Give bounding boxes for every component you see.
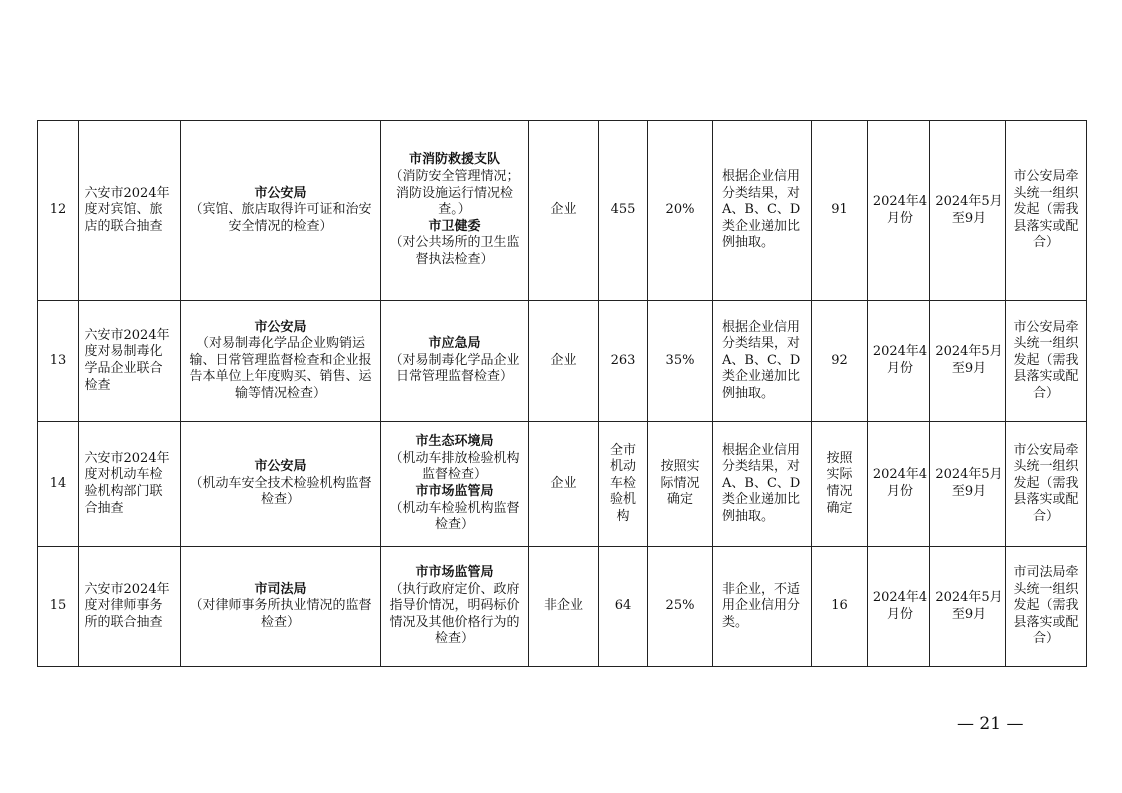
- cooperate-org: 市市场监管局: [415, 484, 494, 499]
- cooperating-departments: [381, 121, 529, 301]
- cooperate-org: 市生态环境局: [415, 434, 494, 450]
- sampling-method: 根据企业信用分类结果，对A、B、C、D类企业递加比例抽取。: [713, 422, 812, 547]
- sample-ratio: 按照实际情况确定: [648, 422, 713, 547]
- cooperate-org: 市消防救援支队: [408, 152, 500, 168]
- period: 2024年5月至9月: [930, 422, 1006, 547]
- table-row: [38, 547, 1087, 667]
- remark: 市公安局牵头统一组织发起（需我县落实或配合）: [1006, 422, 1087, 547]
- period: 2024年5月至9月: [930, 301, 1006, 422]
- cooperate-org: 市应急局: [428, 336, 481, 352]
- lead-desc: （机动车安全技术检验机构监督检查）: [189, 475, 372, 508]
- plan-time: 2024年4月份: [868, 121, 930, 301]
- lead-department: [181, 547, 381, 667]
- object-type: 非企业: [529, 547, 599, 667]
- cooperate-org: 市市场监管局: [415, 565, 494, 581]
- remark: 市司法局牵头统一组织发起（需我县落实或配合）: [1006, 547, 1087, 667]
- row-number: 12: [38, 121, 79, 301]
- object-count: 263: [599, 301, 648, 422]
- cooperating-departments: [381, 422, 529, 547]
- row-number: 15: [38, 547, 79, 667]
- sample-count: 91: [812, 121, 868, 301]
- lead-org: 市公安局: [254, 459, 307, 475]
- cooperate-org: 市卫健委: [428, 218, 481, 234]
- sample-ratio: 20%: [648, 121, 713, 301]
- sample-count: 按照实际情况确定: [812, 422, 868, 547]
- object-count: 全市机动车检验机构: [599, 422, 648, 547]
- object-type: 企业: [529, 121, 599, 301]
- cooperating-departments: [381, 547, 529, 667]
- cooperate-desc: （机动车排放检验机构监督检查）: [389, 450, 520, 483]
- cooperate-desc: （执行政府定价、政府指导价情况，明码标价情况及其他价格行为的检查）: [389, 581, 520, 647]
- lead-desc: （宾馆、旅店取得许可证和治安安全情况的检查）: [189, 202, 372, 234]
- sampling-method: 非企业，不适用企业信用分类。: [713, 547, 812, 667]
- remark: 市公安局牵头统一组织发起（需我县落实或配合）: [1006, 121, 1087, 301]
- task-name: 六安市2024年度对宾馆、旅店的联合抽查: [79, 121, 181, 301]
- row-number: 14: [38, 422, 79, 547]
- lead-org: 市公安局: [254, 185, 307, 201]
- period: 2024年5月至9月: [930, 121, 1006, 301]
- object-count: 64: [599, 547, 648, 667]
- task-name: 六安市2024年度对易制毒化学品企业联合检查: [79, 301, 181, 422]
- sample-count: 16: [812, 547, 868, 667]
- object-count: 455: [599, 121, 648, 301]
- lead-org: 市公安局: [254, 319, 307, 335]
- inspection-table: [37, 120, 1087, 667]
- cooperating-departments: [381, 301, 529, 422]
- table-row: [38, 121, 1087, 301]
- remark: 市公安局牵头统一组织发起（需我县落实或配合）: [1006, 301, 1087, 422]
- row-number: 13: [38, 301, 79, 422]
- cooperate-desc: （机动车检验机构监督检查）: [389, 500, 520, 533]
- lead-department: [181, 422, 381, 547]
- lead-desc: （对易制毒化学品企业购销运输、日常管理监督检查和企业报告本单位上年度购买、销售、运输等情况检查）: [189, 336, 372, 401]
- lead-org: 市司法局: [254, 581, 307, 597]
- plan-time: 2024年4月份: [868, 422, 930, 547]
- task-name: 六安市2024年度对机动车检验机构部门联合抽查: [79, 422, 181, 547]
- page-number: — 21 —: [957, 714, 1024, 734]
- cooperate-desc: （对易制毒化学品企业日常管理监督检查）: [389, 352, 520, 385]
- plan-time: 2024年4月份: [868, 547, 930, 667]
- cooperate-desc: （消防安全管理情况；消防设施运行情况检查。）: [389, 169, 520, 218]
- sampling-method: 根据企业信用分类结果，对A、B、C、D类企业递加比例抽取。: [713, 121, 812, 301]
- sample-count: 92: [812, 301, 868, 422]
- table-row: [38, 422, 1087, 547]
- lead-department: [181, 121, 381, 301]
- lead-department: [181, 301, 381, 422]
- sample-ratio: 35%: [648, 301, 713, 422]
- task-name: 六安市2024年度对律师事务所的联合抽查: [79, 547, 181, 667]
- cooperate-desc: （对公共场所的卫生监督执法检查）: [389, 235, 520, 267]
- sample-ratio: 25%: [648, 547, 713, 667]
- object-type: 企业: [529, 422, 599, 547]
- table-row: [38, 301, 1087, 422]
- sampling-method: 根据企业信用分类结果，对A、B、C、D类企业递加比例抽取。: [713, 301, 812, 422]
- object-type: 企业: [529, 301, 599, 422]
- lead-desc: （对律师事务所执业情况的监督检查）: [189, 598, 372, 630]
- period: 2024年5月至9月: [930, 547, 1006, 667]
- plan-time: 2024年4月份: [868, 301, 930, 422]
